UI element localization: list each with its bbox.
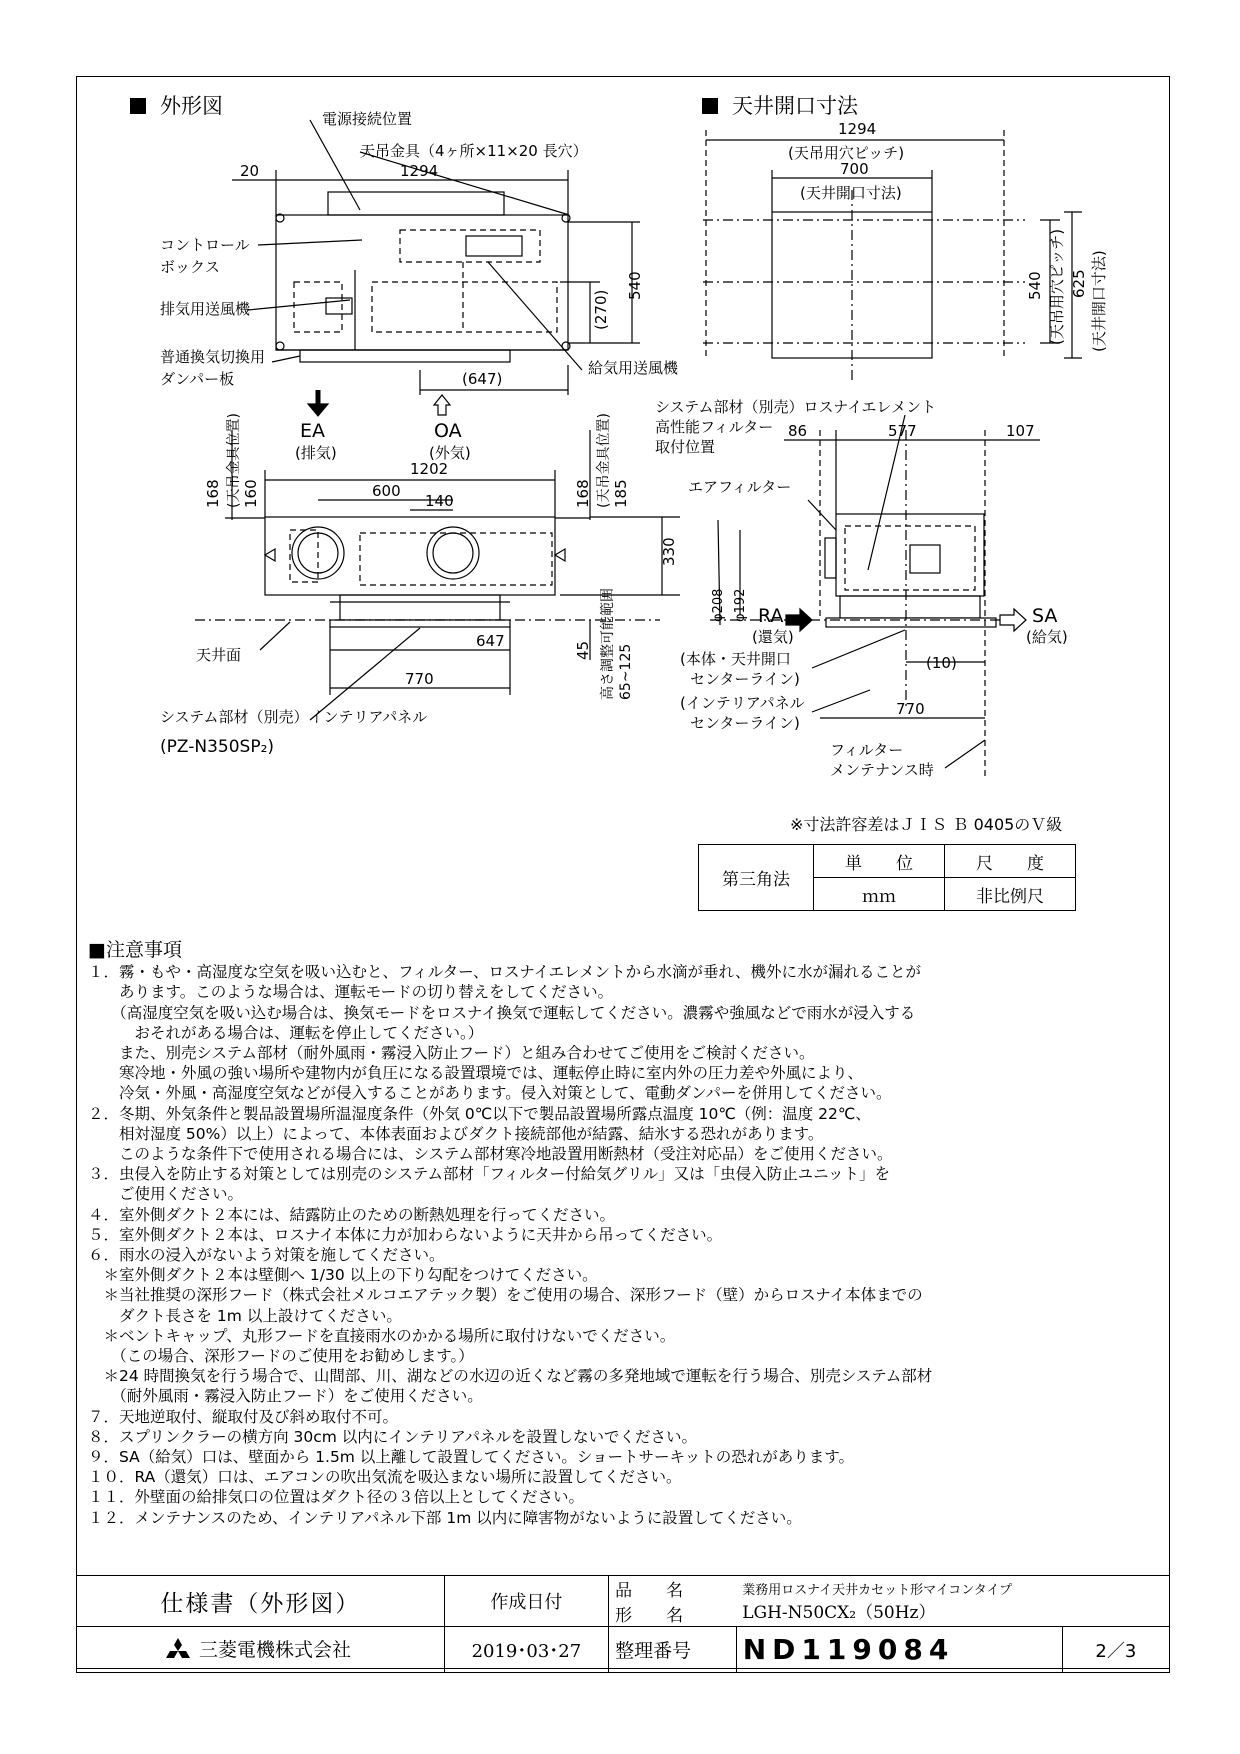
note-line: おそれがある場合は、運転を停止してください。） [88, 1023, 484, 1042]
product-name: 業務用ロスナイ天井カセット形マイコンタイプ [742, 1583, 1013, 1598]
label-air-filter: エアフィルター [688, 478, 792, 496]
note-line: ８．スプリンクラーの横方向 30cm 以内にインテリアパネルを設置しないでください。 [88, 1427, 698, 1446]
note-line: 寒冷地・外風の強い場所や建物内が負圧になる設置環境では、運転停止時に室内外の圧力差や外風により、 [88, 1064, 864, 1083]
label-ceiling: 天井面 [196, 646, 242, 664]
label-exhaust-fan: 排気用送風機 [160, 300, 251, 318]
dim-577: 577 [888, 422, 917, 440]
dim-1294-top: 1294 [400, 162, 439, 180]
dim-770-front: 770 [405, 670, 434, 688]
label-control-box-2: ボックス [160, 258, 220, 276]
doc-number: ND119084 [736, 1627, 1062, 1673]
dim-dia-208: φ208 [711, 588, 726, 622]
note-line: ＊ベントキャップ、丸形フードを直接雨水のかかる場所に取付けないでください。 [88, 1326, 676, 1345]
label-oa: OA [434, 420, 462, 442]
dim-160: 160 [242, 479, 260, 508]
doc-title: 仕様書（外形図） [77, 1576, 445, 1627]
label-opening-vertical: (天井開口寸法) [1090, 250, 1108, 352]
model-label: 形 名 [615, 1606, 684, 1626]
note-line: 冷気・外風・高湿度空気などが侵入することがあります。侵入対策として、電動ダンパーを併用してください。 [88, 1084, 892, 1103]
top-view-power-box [328, 192, 504, 215]
note-line: ９．SA（給気）口は、壁面から 1.5m 以上離して設置してください。ショートサーキットの恐れがあります。 [88, 1448, 854, 1467]
note-line: また、別売システム部材（耐外風雨・霧浸入防止フード）と組み合わせてご使用をご検討ください。 [88, 1044, 815, 1063]
note-line: ＊室外側ダクト２本は壁側へ 1/30 以上の下り勾配をつけてください。 [88, 1266, 598, 1285]
label-adjust-range: 65~125 [618, 643, 634, 700]
label-power-position: 電源接続位置 [322, 110, 413, 128]
scale-value: 非比例尺 [945, 878, 1076, 911]
label-center-2: (インテリアパネル [680, 694, 805, 712]
label-sys-member: システム部材（別売）ロスナイエレメント [655, 398, 937, 416]
projection-table [698, 844, 1076, 911]
note-line: ３．虫侵入を防止する対策としては別売のシステム部材「フィルター付給気グリル」又は「虫侵入防止ユニット」を [88, 1165, 890, 1184]
product-label: 品 名 [615, 1581, 684, 1601]
created-date: 2019･03･27 [444, 1627, 609, 1673]
dim-140: 140 [425, 492, 454, 510]
dim-1294-opening: 1294 [838, 120, 877, 138]
label-pitch: (天吊用穴ピッチ) [788, 144, 905, 162]
notes-title: ■注意事項 [88, 939, 182, 961]
note-line: （耐外風雨・霧浸入防止フード）をご使用ください。 [88, 1387, 483, 1406]
dim-540-top: 540 [626, 271, 644, 300]
dim-600: 600 [372, 482, 401, 500]
dim-168b: 168 [574, 479, 592, 508]
dim-270-top: (270) [592, 289, 610, 330]
label-hanger: 天吊金具（4ヶ所×11×20 長穴） [360, 142, 588, 160]
label-center-1: (本体・天井開口 [680, 650, 791, 668]
label-hanger-pos-left: (天吊金具位置) [226, 413, 242, 508]
label-ra: RA [758, 605, 784, 627]
notes-section [88, 940, 1163, 1528]
note-line: １．霧・もや・高湿度な空気を吸い込むと、フィルター、ロスナイエレメントから水滴が垂れ、機外に水が漏れることが [88, 963, 921, 982]
label-center-1b: センターライン) [690, 670, 800, 688]
note-line: 相対湿度 50%）以上）によって、本体表面およびダクト接続部他が結露、結氷する恐れがあります。 [88, 1124, 824, 1143]
label-control-box-1: コントロール [160, 236, 250, 254]
note-line: ６．雨水の浸入がないよう対策を施してください。 [88, 1246, 445, 1265]
dim-86: 86 [788, 422, 808, 440]
company-name: 三菱電機株式会社 [199, 1639, 352, 1662]
label-damper-1: 普通換気切換用 [160, 348, 266, 366]
label-panel: システム部材（別売）インテリアパネル [160, 708, 428, 726]
label-ra-sub: (還気) [752, 628, 794, 646]
note-line: （高湿度空気を吸い込む場合は、換気モードをロスナイ換気で運転してください。濃霧や強風などで雨水が浸入する [88, 1003, 916, 1022]
company-cell [77, 1627, 445, 1673]
ceiling-opening-heading-text: 天井開口寸法 [732, 94, 858, 118]
dim-185: 185 [612, 479, 630, 508]
label-ea: EA [300, 420, 326, 442]
dim-107: 107 [1006, 422, 1035, 440]
note-line: ダクト長さを 1m 以上設けてください。 [88, 1306, 402, 1325]
dim-10: (10) [926, 654, 957, 672]
label-center-2b: センターライン) [690, 714, 800, 732]
doc-no-label: 整理番号 [609, 1627, 737, 1673]
title-block [76, 1575, 1170, 1673]
dim-20: 20 [240, 162, 260, 180]
unit-value: ｍｍ [814, 878, 945, 911]
label-supply-fan: 給気用送風機 [588, 359, 679, 377]
model-name: LGH-N50CX₂（50Hz） [742, 1603, 936, 1623]
label-panel-model: (PZ-N350SP₂) [160, 737, 275, 757]
note-line: １１．外壁面の給排気口の位置はダクト径の３倍以上としてください。 [88, 1488, 585, 1507]
dim-700: 700 [840, 160, 869, 178]
created-label: 作成日付 [444, 1576, 609, 1627]
note-line: ＊当社推奨の深形フード（株式会社メルコエアテック製）をご使用の場合、深形フード（壁）からロスナイ本体までの [88, 1286, 923, 1305]
label-opening: (天井開口寸法) [800, 184, 902, 202]
notes-lines [88, 962, 1163, 1528]
scale-label: 尺 度 [945, 845, 1076, 878]
label-hp-filter-2: 取付位置 [655, 438, 716, 456]
dim-625: 625 [1070, 269, 1088, 298]
dim-168a: 168 [204, 479, 222, 508]
dim-647-top: (647) [462, 370, 503, 388]
note-line: ７．天地逆取付、縦取付及び斜め取付不可。 [88, 1407, 399, 1426]
tolerance-note: ※寸法許容差はＪＩＳ Ｂ 0405のＶ級 [790, 815, 1063, 834]
label-maint-1: フィルター [830, 741, 904, 759]
label-sa: SA [1032, 605, 1058, 627]
note-line: ４．室外側ダクト２本には、結露防止のための断熱処理を行ってください。 [88, 1205, 616, 1224]
dim-770-side: 770 [896, 700, 925, 718]
label-ea-sub: (排気) [295, 444, 337, 462]
page-number: 2／3 [1062, 1627, 1169, 1673]
projection-method: 第三角法 [699, 845, 814, 911]
mitsubishi-logo-icon [163, 1638, 193, 1664]
label-hanger-pos-right: (天吊金具位置) [596, 413, 612, 508]
note-line: ご使用ください。 [88, 1185, 244, 1204]
note-line: （この場合、深形フードのご使用をお勧めします。） [88, 1347, 474, 1366]
dim-1202: 1202 [410, 460, 449, 478]
note-line: あります。このような場合は、運転モードの切り替えをしてください。 [88, 983, 614, 1002]
unit-label: 単 位 [814, 845, 945, 878]
dim-dia-192: φ192 [733, 588, 748, 622]
label-hp-filter-1: 高性能フィルター [655, 418, 774, 436]
note-line: ５．室外側ダクト２本は、ロスナイ本体に力が加わらないように天井から吊ってください。 [88, 1225, 723, 1244]
label-pitch-vertical: (天吊用穴ピッチ) [1048, 228, 1066, 345]
note-line: ２．冬期、外気条件と製品設置場所温湿度条件（外気 0℃以下で製品設置場所露点温度 10℃（例：温度 22℃、 [88, 1104, 871, 1123]
label-sa-sub: (給気) [1026, 628, 1068, 646]
label-oa-sub: (外気) [429, 444, 471, 462]
dim-647-front: 647 [476, 632, 505, 650]
label-damper-2: ダンパー板 [160, 370, 235, 388]
note-line: １０．RA（還気）口は、エアコンの吹出気流を吸込まない場所に設置してください。 [88, 1468, 682, 1487]
product-model-labels [609, 1576, 737, 1627]
dim-540-opening: 540 [1026, 271, 1044, 300]
dim-330: 330 [660, 537, 678, 566]
label-adjust: 高さ調整可能範囲 [600, 588, 616, 700]
dim-45: 45 [574, 640, 592, 660]
outline-heading-text: 外形図 [160, 94, 223, 118]
note-line: １２．メンテナンスのため、インテリアパネル下部 1m 以内に障害物がないように設置してください。 [88, 1508, 802, 1527]
product-model-values [736, 1576, 1169, 1627]
note-line: ＊24 時間換気を行う場合で、山間部、川、湖などの水辺の近くなど霧の多発地域で運転を行う場合、別売システム部材 [88, 1367, 933, 1386]
note-line: このような条件下で使用される場合には、システム部材寒冷地設置用断熱材（受注対応品）をご使用ください。 [88, 1145, 893, 1164]
label-maint-2: メンテナンス時 [830, 761, 934, 779]
